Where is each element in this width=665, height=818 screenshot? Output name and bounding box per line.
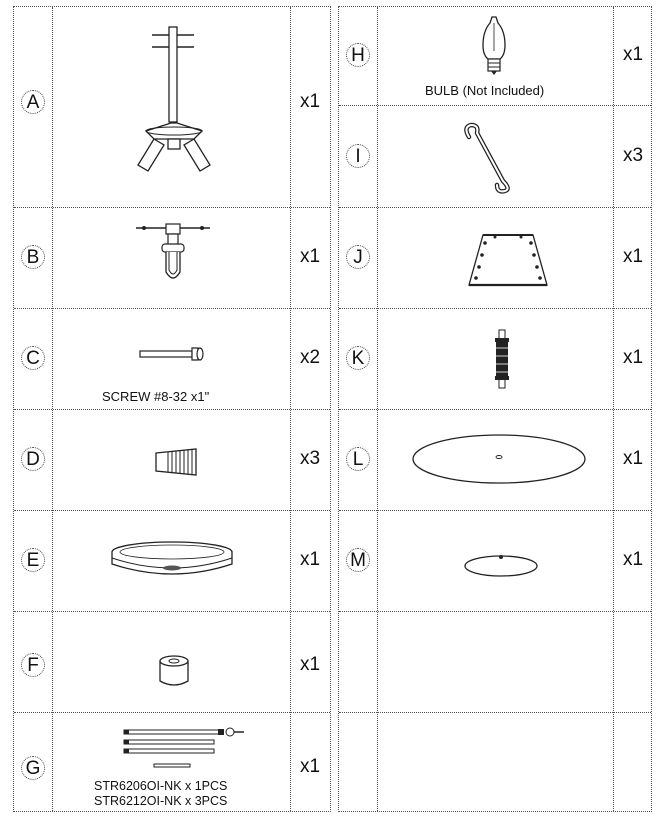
part-letter: I — [346, 144, 370, 168]
part-letter: M — [346, 548, 370, 572]
parts-table-right — [338, 6, 652, 812]
part-letter: J — [346, 245, 370, 269]
part-quantity: x3 — [623, 145, 644, 166]
part-row-c — [14, 308, 330, 409]
part-quantity: x1 — [300, 756, 321, 777]
coupling-nut-icon — [156, 653, 192, 689]
part-caption: BULB (Not Included) — [425, 83, 545, 98]
pendant-fixture-icon — [124, 19, 224, 189]
part-row-a — [14, 7, 330, 207]
wire-connector-icon — [152, 447, 202, 477]
bulb-icon — [479, 15, 509, 77]
part-letter: H — [346, 43, 370, 67]
parts-table-left — [13, 6, 331, 812]
large-disc-icon — [409, 431, 589, 491]
extension-rods-icon — [120, 724, 250, 774]
canopy-icon — [107, 538, 237, 588]
part-row-f — [14, 611, 330, 712]
part-row-g — [14, 712, 330, 812]
small-disc-icon — [461, 550, 541, 580]
part-quantity: x2 — [300, 347, 321, 368]
part-quantity: x1 — [300, 654, 321, 675]
part-quantity: x1 — [300, 549, 321, 570]
part-quantity: x1 — [300, 91, 321, 112]
part-quantity: x3 — [300, 448, 321, 469]
threaded-rod-icon — [492, 328, 512, 390]
part-row-h — [339, 7, 651, 105]
shade-cage-icon — [463, 229, 553, 291]
part-quantity: x1 — [300, 246, 321, 267]
screw-icon — [138, 344, 208, 364]
part-letter: C — [21, 346, 45, 370]
part-quantity: x1 — [623, 44, 644, 65]
part-quantity: x1 — [623, 347, 644, 368]
part-letter: K — [346, 346, 370, 370]
part-quantity: x1 — [623, 448, 644, 469]
ceiling-bracket-icon — [134, 220, 214, 300]
part-row-e — [14, 510, 330, 611]
part-letter: B — [21, 245, 45, 269]
part-caption: SCREW #8-32 x1" — [102, 389, 210, 404]
part-caption-line-1: STR6206OI-NK x 1PCS — [94, 779, 228, 793]
part-letter: E — [21, 548, 45, 572]
part-quantity: x1 — [623, 246, 644, 267]
part-row-m — [339, 510, 651, 611]
part-quantity: x1 — [623, 549, 644, 570]
part-row-k — [339, 308, 651, 409]
part-letter: F — [21, 653, 45, 677]
part-letter: G — [21, 756, 45, 780]
part-caption-line-2: STR6212OI-NK x 3PCS — [94, 794, 228, 808]
part-letter: D — [21, 447, 45, 471]
part-row-l — [339, 409, 651, 510]
part-letter: L — [346, 447, 370, 471]
part-row-j — [339, 207, 651, 308]
s-hook-icon — [459, 123, 519, 193]
part-row-b — [14, 207, 330, 308]
part-row-i — [339, 105, 651, 207]
part-letter: A — [21, 90, 45, 114]
part-row-d — [14, 409, 330, 510]
